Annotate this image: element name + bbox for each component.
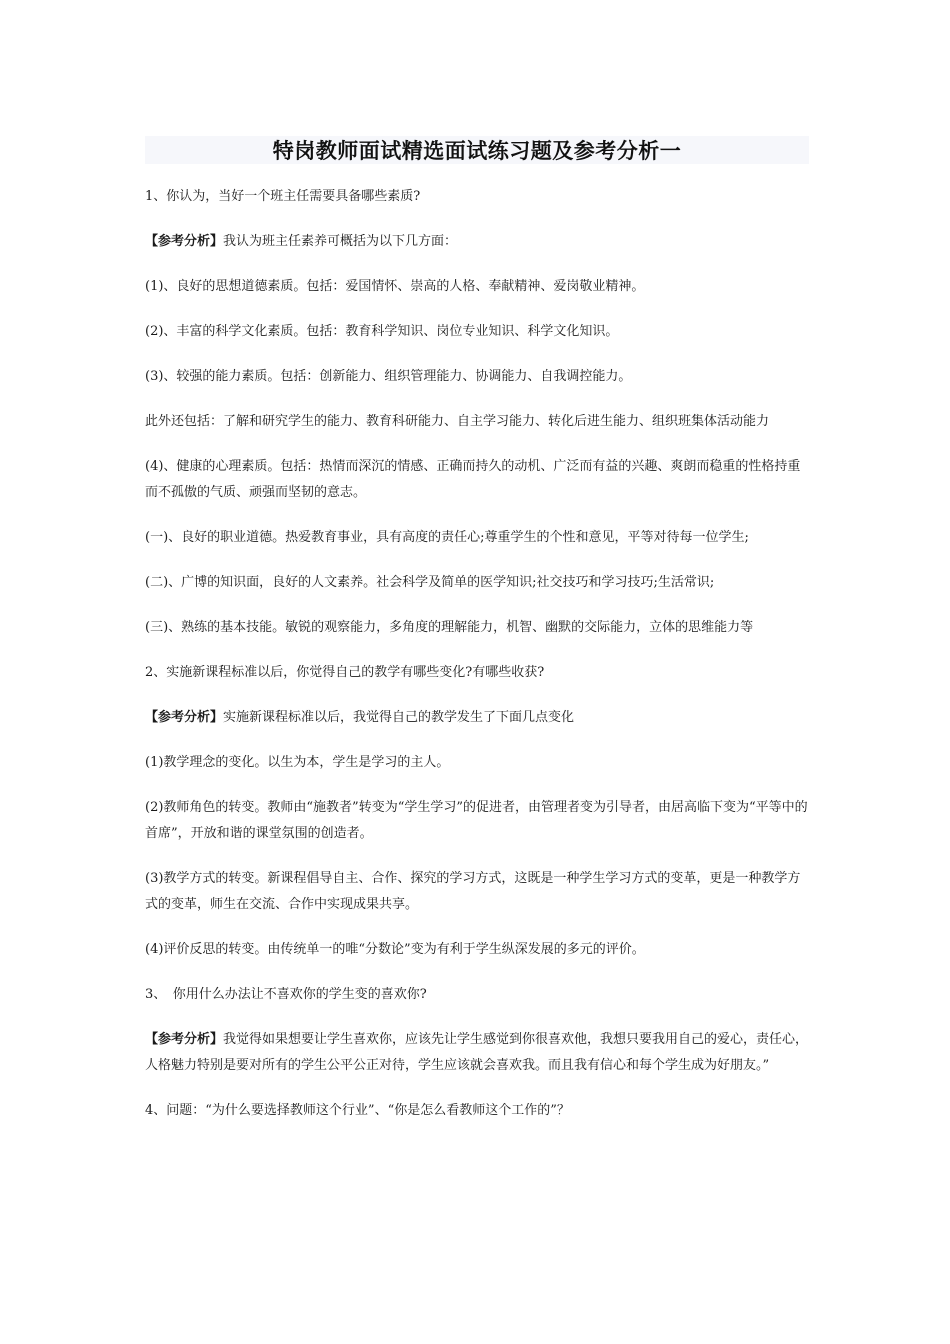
paragraph — [145, 525, 809, 551]
paragraph-text: 4、问题：“为什么要选择教师这个行业”、“你是怎么看教师这个工作的”？ — [145, 1103, 570, 1118]
paragraph — [145, 982, 809, 1008]
paragraph — [145, 274, 809, 300]
document-page — [145, 136, 809, 1143]
paragraph — [145, 570, 809, 596]
paragraph — [145, 660, 809, 686]
paragraph-text: (3)教学方式的转变。新课程倡导自主、合作、探究的学习方式，这既是一种学生学习方式的变革，更是一种教学方式的变革，师生在交流、合作中实现成果共享。 — [145, 871, 801, 912]
paragraph-text: 1、你认为，当好一个班主任需要具备哪些素质? — [145, 189, 421, 204]
paragraph-text: (4)评价反思的转变。由传统单一的唯“分数论”变为有利于学生纵深发展的多元的评价。 — [145, 942, 645, 957]
paragraph — [145, 866, 809, 918]
paragraph — [145, 615, 809, 641]
paragraph-text: 3、 你用什么办法让不喜欢你的学生变的喜欢你? — [145, 987, 427, 1002]
paragraph — [145, 364, 809, 390]
paragraph-text: (2)、丰富的科学文化素质。包括：教育科学知识、岗位专业知识、科学文化知识。 — [145, 324, 619, 339]
paragraph — [145, 750, 809, 776]
reference-analysis-label: 【参考分析】 — [145, 1032, 224, 1047]
paragraph — [145, 1098, 809, 1124]
reference-analysis-label: 【参考分析】 — [145, 710, 224, 725]
reference-analysis-label: 【参考分析】 — [145, 234, 224, 249]
paragraph-text: (二)、广博的知识面，良好的人文素养。社会科学及简单的医学知识;社交技巧和学习技巧;生活常识; — [145, 575, 715, 590]
paragraph-text: (2)教师角色的转变。教师由“施教者”转变为“学生学习”的促进者，由管理者变为引导者，由居高临下变为“平等中的首席”，开放和谐的课堂氛围的创造者。 — [145, 800, 808, 841]
paragraph-text: 我觉得如果想要让学生喜欢你，应该先让学生感觉到你很喜欢他，我想只要我用自己的爱心，责任心，人格魅力特别是要对所有的学生公平公正对待，学生应该就会喜欢我。而且我有信心和每个学生成为好朋友。” — [145, 1032, 809, 1073]
paragraph-text: 此外还包括：了解和研究学生的能力、教育科研能力、自主学习能力、转化后进生能力、组织班集体活动能力 — [145, 414, 770, 429]
title-band — [145, 136, 809, 164]
paragraph — [145, 409, 809, 435]
document-body — [145, 184, 809, 1124]
paragraph — [145, 1027, 809, 1079]
paragraph — [145, 454, 809, 506]
paragraph-text: (三)、熟练的基本技能。敏锐的观察能力，多角度的理解能力，机智、幽默的交际能力，立体的思维能力等 — [145, 620, 754, 635]
paragraph-text: (1)、良好的思想道德素质。包括：爱国情怀、崇高的人格、奉献精神、爱岗敬业精神。 — [145, 279, 645, 294]
paragraph — [145, 705, 809, 731]
document-title: 特岗教师面试精选面试练习题及参考分析一 — [272, 139, 682, 163]
paragraph-text: 实施新课程标准以后，我觉得自己的教学发生了下面几点变化 — [223, 710, 575, 725]
paragraph-text: (4)、健康的心理素质。包括：热情而深沉的情感、正确而持久的动机、广泛而有益的兴趣、爽朗而稳重的性格持重而不孤傲的气质、顽强而坚韧的意志。 — [145, 459, 801, 500]
paragraph — [145, 319, 809, 345]
paragraph-text: (3)、较强的能力素质。包括：创新能力、组织管理能力、协调能力、自我调控能力。 — [145, 369, 632, 384]
paragraph — [145, 184, 809, 210]
paragraph — [145, 229, 809, 255]
paragraph-text: (1)教学理念的变化。以生为本，学生是学习的主人。 — [145, 755, 450, 770]
paragraph-text: 2、实施新课程标准以后，你觉得自己的教学有哪些变化?有哪些收获? — [145, 665, 545, 680]
paragraph-text: 我认为班主任素养可概括为以下几方面： — [223, 234, 458, 249]
paragraph — [145, 937, 809, 963]
paragraph-text: (一)、良好的职业道德。热爱教育事业，具有高度的责任心;尊重学生的个性和意见，平等对待每一位学生; — [145, 530, 749, 545]
paragraph — [145, 795, 809, 847]
